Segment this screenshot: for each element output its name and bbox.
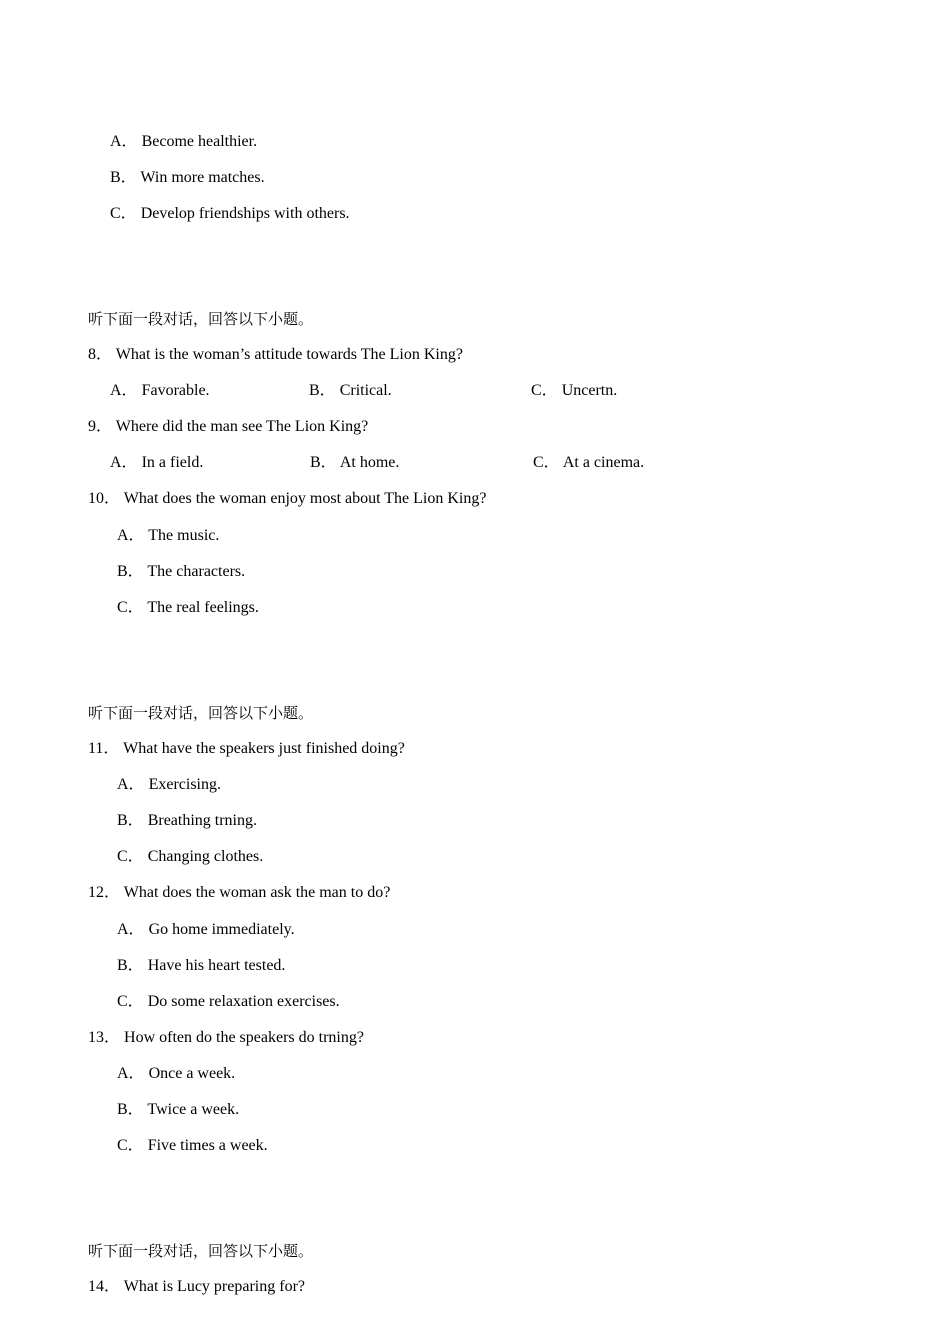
q13-option-c: C． Five times a week. [117,1137,268,1154]
section-instruction: 听下面一段对话，回答以下小题。 [88,704,314,722]
q11-option-b: B． Breathing trning. [117,812,257,829]
question-13: 13． How often do the speakers do trning? [88,1029,364,1046]
q12-option-c: C． Do some relaxation exercises. [117,993,340,1010]
q12-option-b: B． Have his heart tested. [117,957,286,974]
q11-option-c: C． Changing clothes. [117,848,264,865]
q7-option-b: B． Win more matches. [110,169,265,186]
q10-option-c: C． The real feelings. [117,599,259,616]
q9-option-a: A． In a field. [110,454,204,471]
q8-option-c: C． Uncertn. [531,382,618,399]
q8-option-b: B． Critical. [309,382,392,399]
q9-option-c: C． At a cinema. [533,454,645,471]
q12-option-a: A． Go home immediately. [117,921,295,938]
q9-option-b: B． At home. [310,454,400,471]
q8-option-a: A． Favorable. [110,382,210,399]
q13-option-a: A． Once a week. [117,1065,236,1082]
q10-option-a: A． The music. [117,527,220,544]
question-12: 12． What does the woman ask the man to do? [88,884,391,901]
q11-option-a: A． Exercising. [117,776,221,793]
question-10: 10． What does the woman enjoy most about The Lion King? [88,490,487,507]
question-11: 11． What have the speakers just finished doing? [88,740,405,757]
section-instruction: 听下面一段对话，回答以下小题。 [88,310,314,328]
section-instruction: 听下面一段对话，回答以下小题。 [88,1242,314,1260]
q13-option-b: B． Twice a week. [117,1101,240,1118]
question-14: 14． What is Lucy preparing for? [88,1278,305,1295]
q7-option-a: A． Become healthier. [110,133,258,150]
q10-option-b: B． The characters. [117,563,246,580]
question-8: 8． What is the woman’s attitude towards The Lion King? [88,346,463,363]
question-9: 9． Where did the man see The Lion King? [88,418,369,435]
q7-option-c: C． Develop friendships with others. [110,205,350,222]
